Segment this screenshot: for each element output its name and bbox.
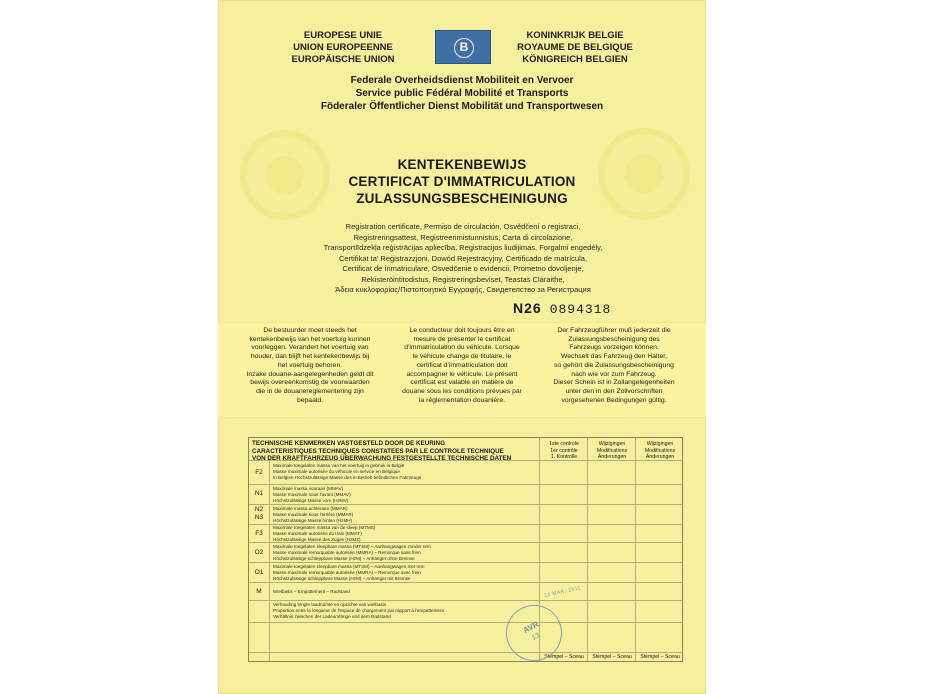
translation-line: Transportlīdzekļa reģistrācijas apliecība, Registracijos liudijimas, Forgalmi engedély, [323,243,603,252]
translation-line: Certificat de înmatriculare, Osvedčenie o evidencii, Prometno dovoljenje, [342,264,584,273]
eu-line-de: EUROPÄISCHE UNION [291,54,395,65]
row-description [273,589,543,595]
notice-line: bepaald. [296,396,324,404]
row-divider [249,652,682,653]
desc-line: Maximale toegelaten massa van de sleep (MTMS) [273,525,376,530]
title-de: ZULASSUNGSBESCHEINIGUNG [356,191,568,206]
row-code: N1 [254,490,264,497]
row-divider [249,562,682,563]
desc-line: Masse maximale sous l'avant (MMAV) [273,491,351,497]
translation-line: Άδεια κυκλοφορίας/Πιστοποιητικό Εγγραφής, Свидетелство за Регистрация [335,285,591,294]
row-description [273,463,543,481]
row-divider [249,600,682,601]
translation-line: Registreringsattest, Registreerimistunnistus, Carta di circolazione, [353,232,573,242]
heading-fr: CARACTERISTIQUES TECHNIQUES CONSTATEES PAR LE CONTROLE TECHNIQUE [252,447,504,455]
translation-line: Registration certificate, Permiso de circulación, Osvědčení o registraci, [345,222,581,231]
ministry-de: Föderaler Öffentlicher Dienst Mobilität und Transportwesen [320,101,604,112]
desc-line: Höchstzulässige Masse des Zuges (HzMZ) [273,536,361,542]
row-description [273,602,543,620]
notice-line: certificat est valable en matière de [410,379,514,387]
postmark-day: 13 [531,632,542,642]
desc-line: Höchstzulässige schleppbare Masse (HzM) – Anhänger ohne Bremse [273,555,415,561]
row-code: M [256,588,262,595]
title-translations [298,222,628,296]
row-divider [249,484,682,485]
col-label: Modifications [644,447,676,454]
notice-line: Der Fahrzeugführer muß jederzeit die [557,327,671,334]
desc-line: Maximale massa achteraan (MMAR) [273,506,348,511]
notice-nl [236,327,384,405]
desc-line: Wielbasis – Empattement – Radstand [273,589,350,594]
document-title [218,156,706,207]
notice-line: Zulassungsbescheinigung des [568,335,660,343]
heading-de: VON DER KRAFTFAHRZEUG ÜBERWACHUNG FESTGESTELLTE TECHNISCHE DATEN [252,455,512,463]
col-divider [269,460,270,661]
notice-line: certificat d'immatriculation doit [416,361,508,369]
translation-line: Certifikat ta' Reġistrazzjoni, Dowód Rejestracyjny, Certificado de matrícula, [338,253,588,263]
notice-line: Wechselt das Fahrzeug den Halter, [560,353,668,361]
notice-line: vorgesehenen Bedingungen gültig. [561,396,667,404]
notice-line: het voertuig behoren. [277,361,343,369]
table-heading [252,440,537,463]
eu-line-fr: UNION EUROPEENNE [293,42,393,53]
notice-line: Dieser Schein ist in Zollangelegenheiten [553,379,675,387]
notice-line: die in de douanereglementering zijn [256,387,364,395]
col-divider [635,438,636,661]
col-modifications-2 [635,441,685,461]
desc-line: Verhältnis zwischen der Ladeumfänge und dem Radstand [273,613,391,619]
registration-certificate [218,0,706,694]
desc-line: Maximale toegelaten massa van het voertuig in gebruik in België [273,463,405,468]
col-label: Modifications [596,447,628,454]
notice-line: Fahrzeugs vorzeigen können. [569,344,659,352]
heading-nl: TECHNISCHE KENMERKEN VASTGESTELD DOOR DE KEURING [252,440,446,447]
row-code: F2 [255,469,263,476]
notice-line: la réglementation douanière. [418,396,506,404]
desc-line: Höchstzulässige Masse vorn (HzMV) [273,497,349,503]
row-code: O1 [254,569,264,576]
col-label: Änderungen [645,454,675,461]
row-description [273,564,543,582]
stamp-label: Stempel – Sceau [544,654,584,660]
row-code: F3 [255,530,263,537]
serial-prefix: N26 [513,300,542,316]
col-label: Wijzigingen [598,441,626,447]
desc-line: Höchstzulässige schleppbare Masse (HzM) – Anhänger mit Bremse [273,575,411,581]
desc-line: Masse maximale autorisée du véhicule en service en Belgique [273,468,400,474]
notice-line: houder, dan blijft het kentekenbewijs bij [250,353,370,361]
title-nl: KENTEKENBEWIJS [397,157,527,172]
col-label: Änderungen [597,454,627,461]
serial-number [513,300,611,317]
desc-line: Höchstzulässige Masse hinten (HzMH) [273,517,353,523]
notice-line: le véhicule change de titulaire, le [412,353,512,361]
notice-line: Inzake douane-aangelegenheden geldt dit [246,370,374,378]
row-description [273,544,543,562]
desc-line: Masse maximale remorquable autorisée (MMRA) – Remorque sans frein [273,549,421,555]
row-divider [249,504,682,505]
row-code: O2 [254,549,264,556]
row-divider [249,622,682,623]
date-stamp: 11 MAR. 2011 [543,585,582,599]
notice-line: douane sous les conditions prévues par [402,387,522,395]
belgium-header [480,30,670,66]
notice-de [540,327,688,405]
desc-line: Masse maximale remorquable autorisée (MMRA) – Remorque avec frein [273,569,421,575]
row-description [273,525,543,543]
desc-line: Maximale massa vooraan (MMAV) [273,486,344,491]
desc-line: Masse maximale autorisée du train (MMAT) [273,530,362,536]
notice-line: kentekenbewijs van het voertuig kunnen [249,335,371,343]
desc-line: Masse maximale sous l'arrière (MMAR) [273,511,354,517]
translation-line: Rekisteröintitodistus, Registreringsbeviset, Teastas Cláraithe, [361,274,565,284]
desc-line: Verhouding lengte laadruimte en opzichte van wielbasis [273,602,387,607]
notice-line: so gehört die Zulassungsbescheinigung [554,361,674,369]
stamp-label: Stempel – Sceau [592,654,632,660]
col-label: 1ste controle [549,441,579,447]
col-divider [587,438,588,661]
col-modifications-1 [587,441,637,461]
desc-line: Proportion entre la longueur de l'espace de chargement par rapport à l'empattement [273,607,444,613]
ministry-fr: Service public Fédéral Mobilité et Transports [355,88,569,99]
notice-line: bewijs overeenkomstig de voorwaarden [250,379,370,387]
technical-data-table [248,437,683,662]
notice-fr [388,327,536,405]
serial-digits: 0894318 [549,302,612,317]
stamp-label: Stempel – Sceau [640,654,680,660]
row-code: N2 N3 [254,506,264,521]
ministry-nl: Federale Overheidsdienst Mobiliteit en Vervoer [350,75,574,86]
row-description [273,506,543,524]
eu-header [248,30,438,66]
ministry-name [218,74,706,113]
notice-line: unter den in den Zollvorschriften [565,387,663,395]
be-line-fr: ROYAUME DE BELGIQUE [517,42,633,53]
eu-line-nl: EUROPESE UNIE [303,30,383,41]
col-label: 1er contrôle [550,447,578,454]
notice-line: voorleggen. Verandert het voertuig van [251,344,369,352]
desc-line: Maximale toegelaten sleepbare massa (MTSM) – Aanhangwagen zonder rem [273,544,431,549]
postmark-month: AVR [521,619,541,636]
row-description [273,486,543,504]
col-first-control [539,441,589,461]
notice-line: Le conducteur doit toujours être en [409,327,515,334]
notice-line: d'immatriculation du véhicule. Lorsque [404,344,520,352]
be-line-nl: KONINKRIJK BELGIE [526,30,624,41]
title-fr: CERTIFICAT D'IMMATRICULATION [348,174,576,189]
row-divider [249,582,682,583]
country-code: B [454,38,474,58]
desc-line: In Belgien Höchstzulässige Masse des in Betrieb befindlichen Fahrzeugs [273,474,422,480]
be-line-de: KÖNIGREICH BELGIEN [522,54,628,65]
notice-line: De bestuurder moet steeds het [263,327,357,334]
notice-line: mesure de présenter le certificat [413,335,511,343]
notice-line: nach wie vor zum Fahrzeug. [571,370,657,378]
desc-line: Maximale toegelaten sleepbare massa (MTSM) – Aanhangwagen met rem [273,564,425,569]
col-label: 1. Kontrolle [550,454,578,461]
notice-line: accompagner le véhicule. Le présent [406,370,518,378]
col-label: Wijzigingen [646,441,674,447]
